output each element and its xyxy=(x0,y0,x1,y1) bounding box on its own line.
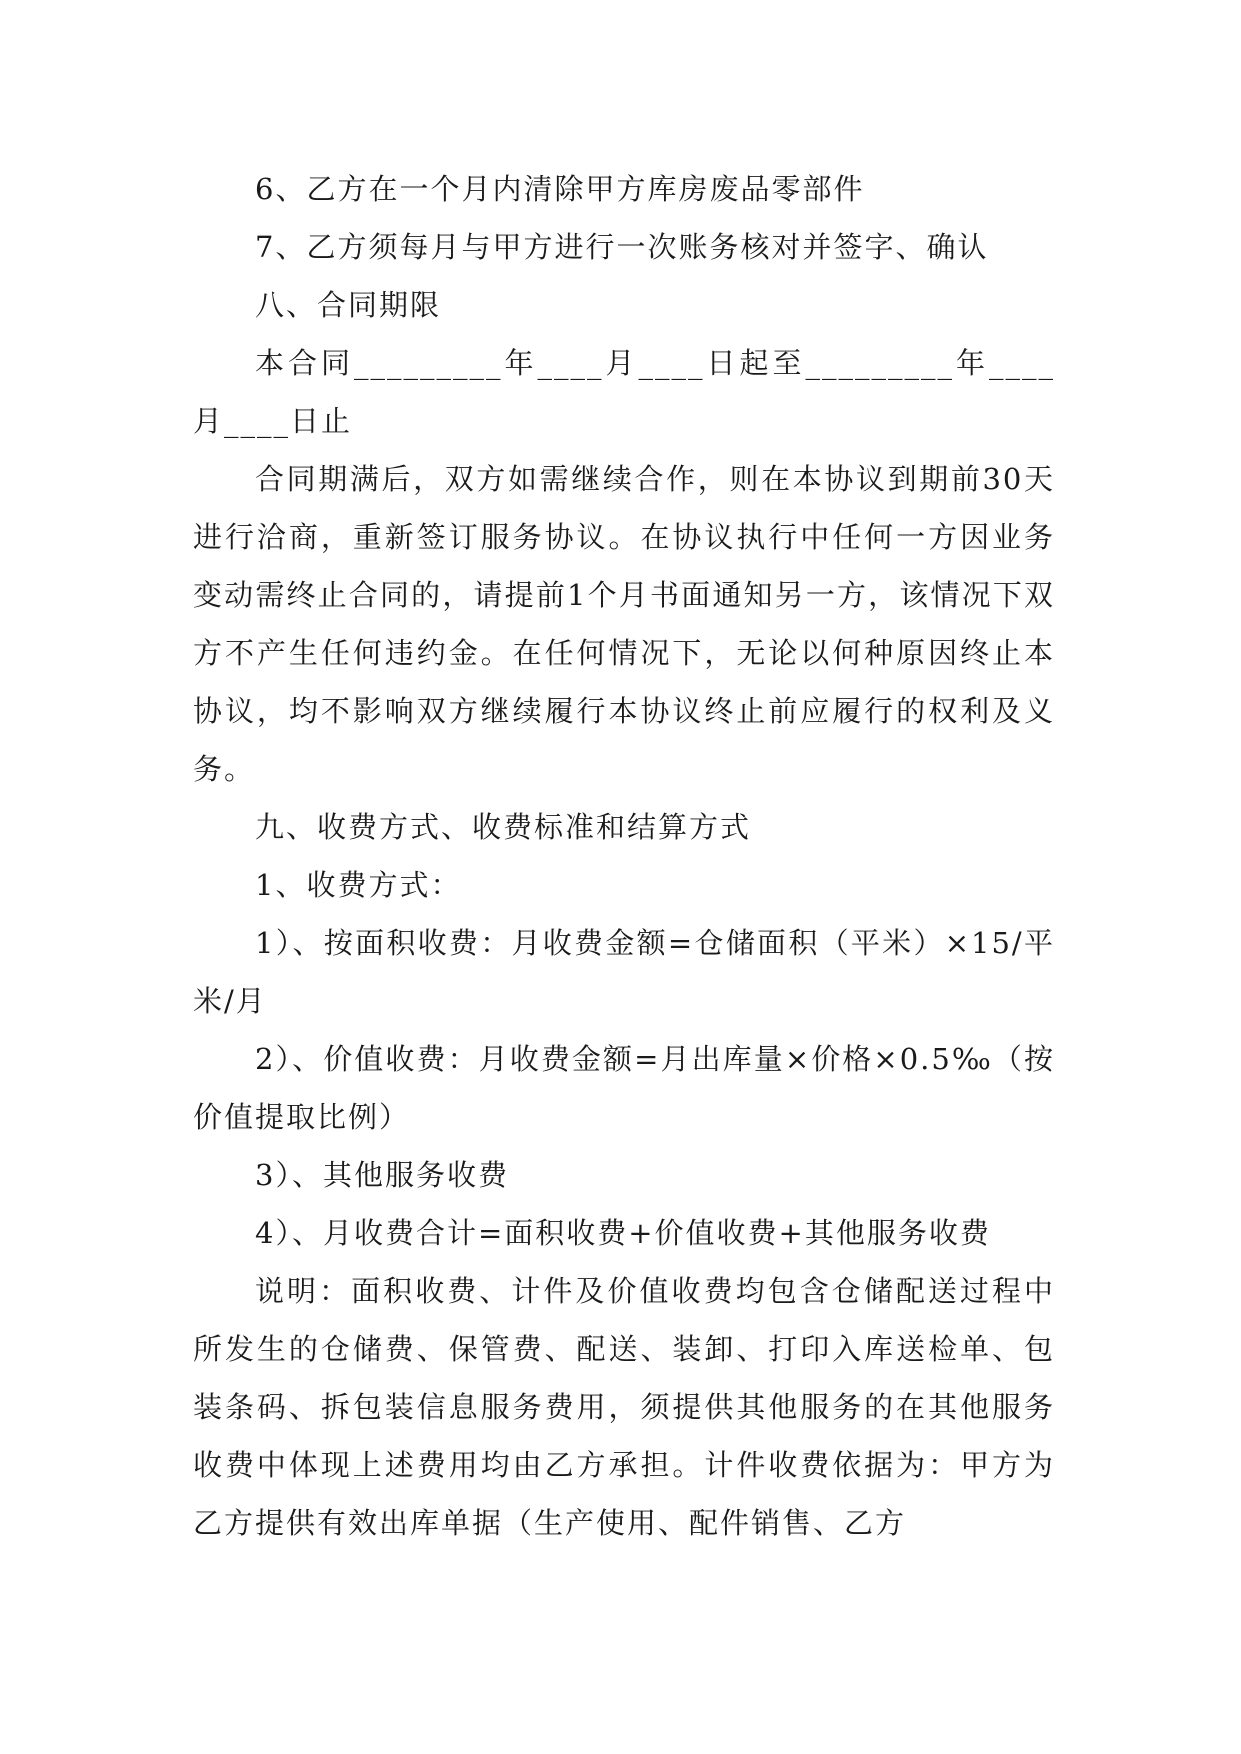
section-heading-8: 八、合同期限 xyxy=(255,288,442,322)
clause-7-6: 6、乙方在一个月内清除甲方库房废品零部件 xyxy=(255,172,865,206)
fee-by-area: 1）、按面积收费：月收费金额=仓储面积（平米）×15/平米/月 xyxy=(193,926,1055,1018)
contract-term: 本合同_________年____月____日起至_________年____月____日止 xyxy=(193,346,1055,438)
document-body xyxy=(193,160,1055,1552)
clause-7-7: 7、乙方须每月与甲方进行一次账务核对并签字、确认 xyxy=(255,230,989,264)
section-heading-9: 九、收费方式、收费标准和结算方式 xyxy=(255,810,752,844)
contract-renewal: 合同期满后，双方如需继续合作，则在本协议到期前30天进行洽商，重新签订服务协议。在协议执行中任何一方因业务变动需终止合同的，请提前1个月书面通知另一方，该情况下双方不产生任何违约金。在任何情况下，无论以何种原因终止本协议，均不影响双方继续履行本协议终止前应履行的权利及义务。 xyxy=(193,462,1055,786)
fee-method-heading: 1、收费方式： xyxy=(255,868,462,902)
fee-by-value: 2）、价值收费：月收费金额=月出库量×价格×0.5‰（按价值提取比例） xyxy=(193,1042,1055,1134)
fee-explanation: 说明：面积收费、计件及价值收费均包含仓储配送过程中所发生的仓储费、保管费、配送、装卸、打印入库送检单、包装条码、拆包装信息服务费用，须提供其他服务的在其他服务收费中体现上述费用均由乙方承担。计件收费依据为：甲方为乙方提供有效出库单据（生产使用、配件销售、乙方 xyxy=(193,1274,1055,1540)
fee-other-services: 3）、其他服务收费 xyxy=(255,1158,509,1192)
fee-monthly-total: 4）、月收费合计=面积收费+价值收费+其他服务收费 xyxy=(255,1216,991,1250)
